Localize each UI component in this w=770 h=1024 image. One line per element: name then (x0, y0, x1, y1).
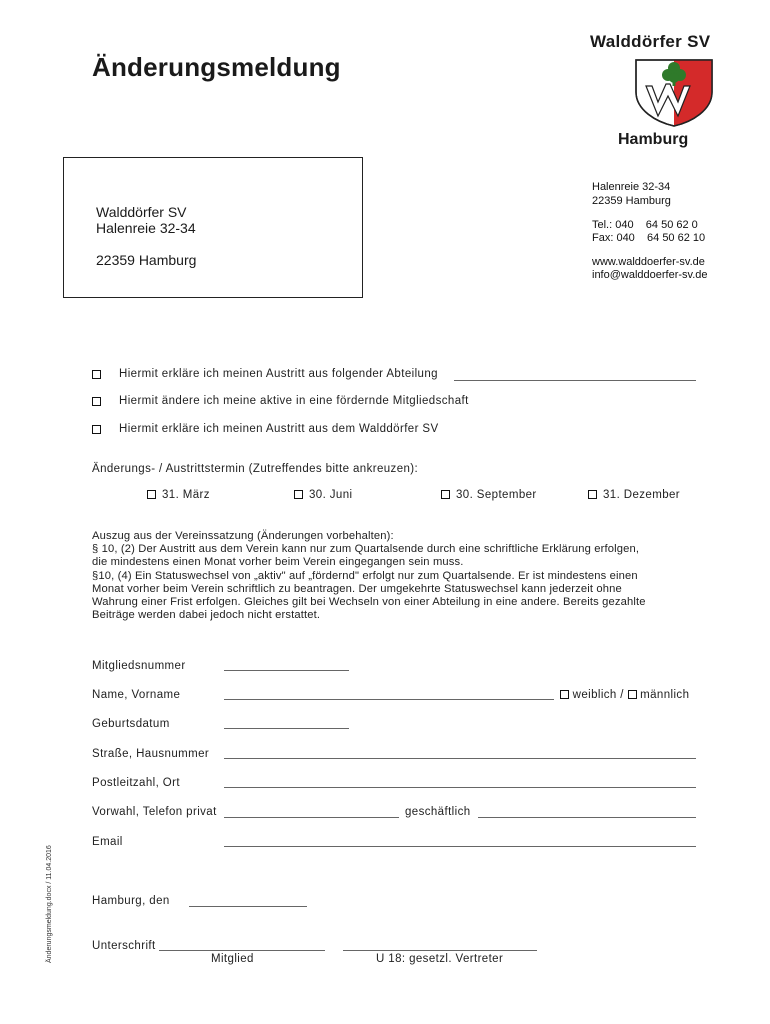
statute-line: § 10, (2) Der Austritt aus dem Verein kann nur zum Quartalsende durch eine schriftliche Erklärung erfolgen, (92, 543, 640, 556)
date-input[interactable] (189, 906, 307, 907)
date-september-checkbox[interactable] (441, 490, 450, 499)
guardian-signature-caption: U 18: gesetzl. Vertreter (376, 953, 504, 965)
name-input[interactable] (224, 699, 554, 700)
page-title: Änderungsmeldung (92, 52, 341, 82)
gender-male-label: männlich (640, 689, 690, 701)
phone-private-input[interactable] (224, 817, 399, 818)
gender-options (560, 689, 689, 701)
recipient-name: Walddörfer SV (96, 204, 187, 220)
date-june-checkbox[interactable] (294, 490, 303, 499)
contact-tel: Tel.: 040 64 50 62 0 (592, 219, 698, 231)
date-option-december[interactable]: 31. Dezember (588, 489, 680, 501)
statute-line: die mindestens einen Monat vorher beim Verein eingegangen sein muss. (92, 556, 464, 569)
member-signature-line[interactable] (159, 950, 325, 951)
contact-fax: Fax: 040 64 50 62 10 (592, 232, 706, 244)
contact-street: Halenreie 32-34 (592, 181, 671, 193)
phone-business-input[interactable] (478, 817, 696, 818)
option-department-exit-checkbox[interactable] (92, 370, 101, 379)
name-label: Name, Vorname (92, 689, 181, 701)
email-label: Email (92, 836, 123, 848)
zip-city-input[interactable] (224, 787, 696, 788)
street-label: Straße, Hausnummer (92, 748, 210, 760)
date-option-september[interactable]: 30. September (441, 489, 537, 501)
phone-business-label: geschäftlich (405, 806, 471, 818)
club-crest-icon (626, 56, 722, 128)
gender-female-label: weiblich / (572, 689, 624, 701)
recipient-city: 22359 Hamburg (96, 252, 197, 268)
signature-label: Unterschrift (92, 940, 156, 952)
club-city: Hamburg (618, 131, 689, 148)
option-club-exit-label: Hiermit erkläre ich meinen Austritt aus dem Walddörfer SV (119, 423, 439, 435)
phone-private-label: Vorwahl, Telefon privat (92, 806, 217, 818)
birthdate-label: Geburtsdatum (92, 718, 170, 730)
statute-line: §10, (4) Ein Statuswechsel von „aktiv" auf „fördernd" erfolgt nur zum Quartalsende. Er ist mindestens einen (92, 569, 638, 582)
contact-web[interactable]: www.walddoerfer-sv.de (592, 256, 705, 268)
document-filename-note: Änderungsmeldung.docx / 11.04.2016 (46, 845, 53, 963)
date-option-march[interactable]: 31. März (147, 489, 210, 501)
department-input-line[interactable] (454, 380, 696, 381)
statute-line: Beiträge werden dabei jedoch nicht erstattet. (92, 609, 321, 622)
gender-male-checkbox[interactable] (628, 690, 637, 699)
gender-female-checkbox[interactable] (560, 690, 569, 699)
statute-excerpt (92, 530, 704, 622)
date-option-june[interactable]: 30. Juni (294, 489, 352, 501)
option-club-exit-checkbox[interactable] (92, 425, 101, 434)
email-input[interactable] (224, 846, 696, 847)
member-number-label: Mitgliedsnummer (92, 660, 186, 672)
option-passive-membership-label: Hiermit ändere ich meine aktive in eine fördernde Mitgliedschaft (119, 395, 469, 407)
date-march-checkbox[interactable] (147, 490, 156, 499)
birthdate-input[interactable] (224, 728, 349, 729)
guardian-signature-line[interactable] (343, 950, 537, 951)
date-december-checkbox[interactable] (588, 490, 597, 499)
statute-line: Wahrung einer Frist erfolgen. Gleiches gilt bei Wechseln von einer Abteilung in eine andere. Bereits gezahlte (92, 596, 646, 609)
contact-city: 22359 Hamburg (592, 195, 671, 207)
statute-line: Auszug aus der Vereinssatzung (Änderungen vorbehalten): (92, 530, 394, 542)
member-signature-caption: Mitglied (211, 953, 254, 965)
club-name: Walddörfer SV (590, 32, 711, 51)
recipient-street: Halenreie 32-34 (96, 220, 196, 236)
contact-email[interactable]: info@walddoerfer-sv.de (592, 269, 708, 281)
zip-city-label: Postleitzahl, Ort (92, 777, 180, 789)
date-selection-label: Änderungs- / Austrittstermin (Zutreffendes bitte ankreuzen): (92, 463, 419, 475)
statute-line: Monat vorher beim Verein schriftlich zu beantragen. Der umgekehrte Statuswechsel kann jederzeit ohne (92, 582, 622, 595)
street-input[interactable] (224, 758, 696, 759)
member-number-input[interactable] (224, 670, 349, 671)
place-date-label: Hamburg, den (92, 895, 170, 907)
option-passive-membership-checkbox[interactable] (92, 397, 101, 406)
option-department-exit-label: Hiermit erkläre ich meinen Austritt aus folgender Abteilung (119, 368, 438, 380)
